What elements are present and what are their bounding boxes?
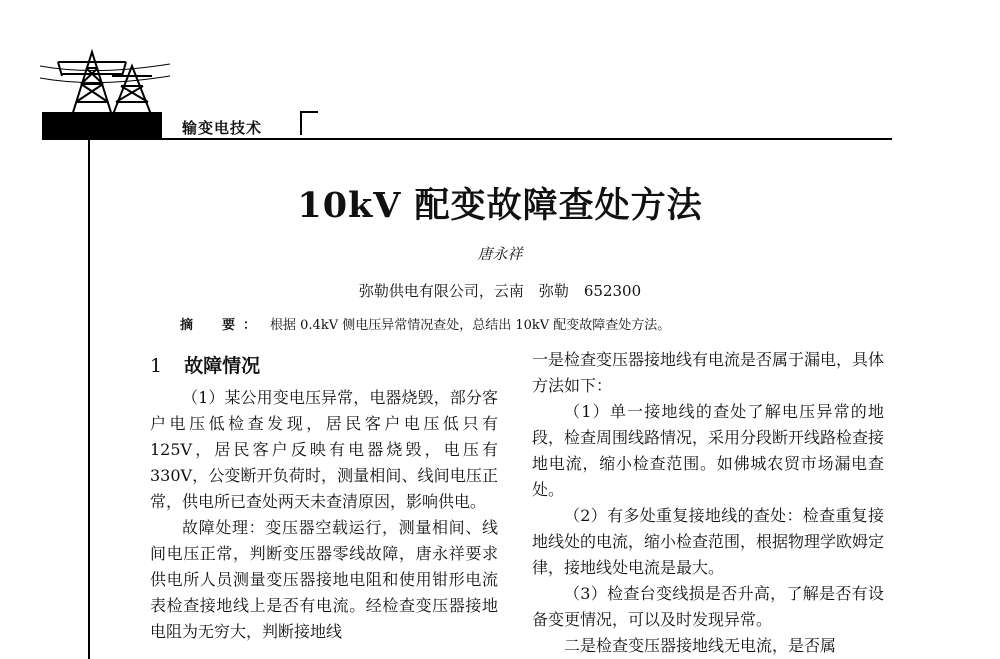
left-column: [150, 347, 498, 645]
paragraph: （1）某公用变电压异常，电器烧毁，部分客户电压低检查发现，居民客户电压低只有 125V，居民客户反映有电器烧毁，电压有 330V，公变断开负荷时，测量相间、线间电压正常，供电所已查处两天未查清原因，影响供电。: [150, 388, 498, 511]
paragraph: （2）有多处重复接地线的查处：检查重复接地线处的电流，缩小检查范围，根据物理学欧姆定律，接地线处电流是最大。: [532, 506, 885, 577]
abstract: [180, 314, 670, 333]
paragraph: （1）单一接地线的查处了解电压异常的地段，检查周围线路情况，采用分段断开线路检查接地电流，缩小检查范围。如佛城农贸市场漏电查处。: [532, 402, 885, 499]
abstract-text: 根据 0.4kV 侧电压异常情况查处，总结出 10kV 配变故障查处方法。: [270, 318, 671, 333]
section-heading: [150, 347, 498, 385]
section-title: 故障情况: [184, 355, 261, 377]
section-tag: 输变电技术: [182, 119, 263, 137]
article-affiliation: 弥勒供电有限公司，云南 弥勒 652300: [358, 282, 642, 300]
right-column: [532, 347, 884, 659]
paragraph: （3）检查台变线损是否升高，了解是否有设备变更情况，可以及时发现异常。: [532, 584, 884, 629]
header-bar: [42, 112, 162, 138]
article-title: 10kV 配变故障查处方法: [297, 185, 703, 226]
abstract-label: 摘 要：: [180, 318, 265, 333]
paragraph: 二是检查变压器接地线无电流，是否属: [564, 636, 837, 655]
paragraph: 一是检查变压器接地线有电流是否属于漏电，具体方法如下：: [532, 350, 885, 395]
tag-bracket: [300, 111, 318, 135]
header-rule: [42, 138, 892, 140]
power-tower-logo: [40, 36, 170, 122]
article-author: 唐永祥: [477, 245, 523, 263]
paragraph: 故障处理：变压器空载运行，测量相间、线间电压正常，判断变压器零线故障，唐永祥要求供电所人员测量变压器接地电阻和使用钳形电流表检查接地线上是否有电流。经检查变压器接地电阻为无穷大，判断接地线: [150, 518, 498, 641]
section-number: 1: [150, 355, 163, 377]
